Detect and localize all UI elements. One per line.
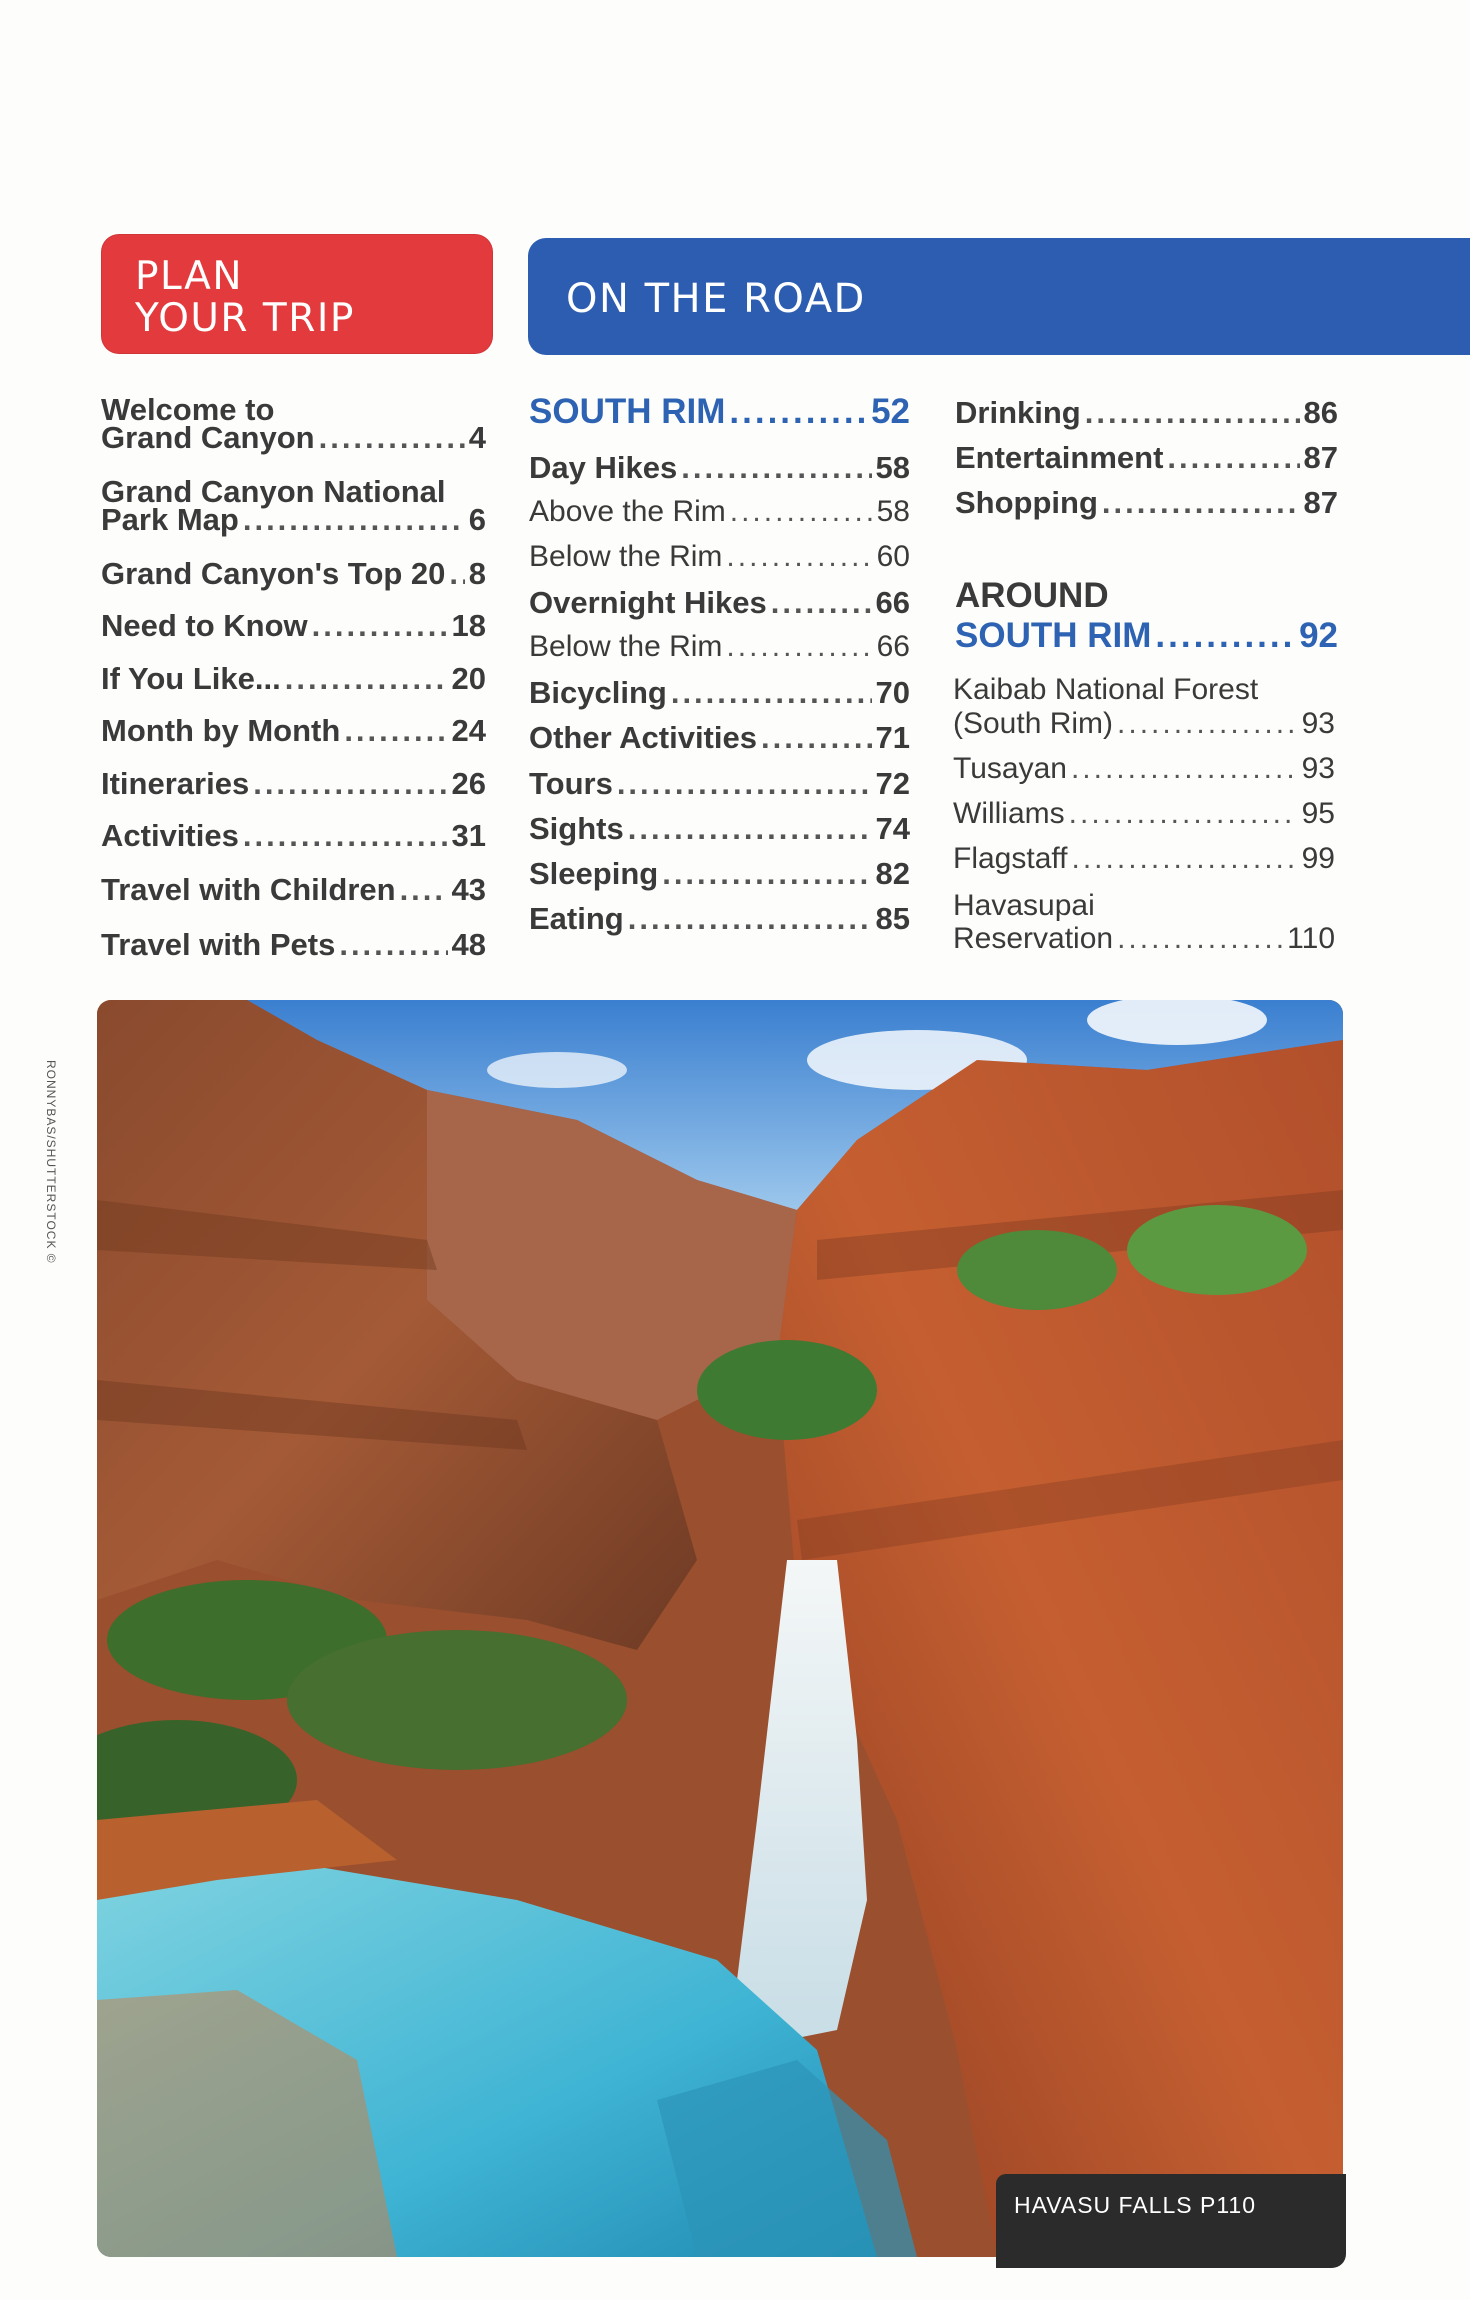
toc-welcome-line1: Welcome to bbox=[101, 392, 275, 427]
toc-page-number: 110 bbox=[1287, 922, 1335, 955]
toc-entry-label: Sleeping bbox=[529, 856, 659, 891]
leader-dots bbox=[285, 661, 448, 697]
leader-dots bbox=[1071, 752, 1298, 786]
toc-page-number: 99 bbox=[1301, 842, 1335, 875]
toc-map-line1: Grand Canyon National bbox=[101, 474, 446, 509]
toc-entry-label: Travel with Children bbox=[101, 872, 396, 907]
toc-entry-label: Shopping bbox=[955, 485, 1098, 520]
toc-entry-map[interactable] bbox=[101, 502, 486, 538]
toc-page-number: 6 bbox=[468, 502, 486, 537]
toc-entry-above-rim[interactable] bbox=[529, 495, 910, 529]
toc-entry-sights[interactable] bbox=[529, 811, 910, 847]
toc-entry-label: Sights bbox=[529, 811, 624, 846]
toc-entry-label: Month by Month bbox=[101, 713, 341, 748]
toc-entry-label: If You Like... bbox=[101, 661, 281, 696]
toc-entry-label: Need to Know bbox=[101, 608, 308, 643]
toc-page-number: 58 bbox=[875, 450, 910, 485]
toc-entry-welcome[interactable] bbox=[101, 420, 486, 456]
toc-entry-label: Tours bbox=[529, 766, 613, 801]
leader-dots bbox=[243, 502, 465, 538]
toc-entry-label: Grand Canyon's Top 20 bbox=[101, 556, 446, 591]
leader-dots bbox=[628, 811, 872, 847]
toc-entry-eating[interactable] bbox=[529, 901, 910, 937]
toc-entry-shopping[interactable] bbox=[955, 485, 1338, 521]
toc-entry-label: Park Map bbox=[101, 502, 239, 537]
leader-dots bbox=[726, 540, 872, 574]
toc-entry-bicycling[interactable] bbox=[529, 675, 910, 711]
toc-section-label: SOUTH RIM bbox=[955, 616, 1152, 655]
toc-page-number: 71 bbox=[875, 720, 910, 755]
toc-entry-tusayan[interactable] bbox=[953, 752, 1335, 786]
photo-caption-text: HAVASU FALLS P110 bbox=[1014, 2192, 1257, 2218]
toc-entry-travel-children[interactable] bbox=[101, 872, 486, 908]
leader-dots bbox=[1117, 707, 1298, 741]
toc-entry-below-rim-1[interactable] bbox=[529, 540, 910, 574]
leader-dots bbox=[662, 856, 871, 892]
leader-dots bbox=[761, 720, 872, 756]
toc-entry-label: Tusayan bbox=[953, 752, 1067, 785]
toc-entry-below-rim-2[interactable] bbox=[529, 630, 910, 664]
leader-dots bbox=[729, 392, 867, 432]
toc-entry-travel-pets[interactable] bbox=[101, 927, 486, 963]
plan-your-trip-tab bbox=[101, 234, 493, 354]
toc-entry-label: Bicycling bbox=[529, 675, 667, 710]
toc-entry-day-hikes[interactable] bbox=[529, 450, 910, 486]
toc-entry-entertainment[interactable] bbox=[955, 440, 1338, 476]
toc-page-number: 52 bbox=[871, 392, 910, 431]
toc-entry-flagstaff[interactable] bbox=[953, 842, 1335, 876]
toc-section-around-line1: AROUND bbox=[955, 576, 1109, 615]
leader-dots bbox=[400, 872, 448, 908]
toc-entry-label: (South Rim) bbox=[953, 707, 1114, 740]
toc-page-number: 4 bbox=[468, 420, 486, 455]
photo-illustration bbox=[97, 1000, 1343, 2257]
toc-page-number: 87 bbox=[1303, 485, 1338, 520]
plan-tab-line-1: PLAN bbox=[135, 254, 243, 299]
toc-entry-overnight-hikes[interactable] bbox=[529, 585, 910, 621]
on-the-road-label: ON THE ROAD bbox=[566, 276, 866, 322]
photo-credit: RONNYBAS/SHUTTERSTOCK © bbox=[44, 1060, 58, 1264]
toc-page-number: 26 bbox=[451, 766, 486, 801]
leader-dots bbox=[1085, 395, 1300, 431]
leader-dots bbox=[617, 766, 872, 802]
toc-entry-label: Williams bbox=[953, 797, 1065, 830]
toc-entry-label: Eating bbox=[529, 901, 624, 936]
toc-entry-label: Flagstaff bbox=[953, 842, 1068, 875]
toc-entry-month-by-month[interactable] bbox=[101, 713, 486, 749]
toc-page-number: 60 bbox=[876, 540, 910, 573]
toc-page-number: 93 bbox=[1301, 752, 1335, 785]
toc-entry-label: Travel with Pets bbox=[101, 927, 336, 962]
toc-entry-havasupai[interactable] bbox=[953, 922, 1335, 956]
toc-entry-other-activities[interactable] bbox=[529, 720, 910, 756]
toc-page-number: 86 bbox=[1303, 395, 1338, 430]
toc-entry-label: Drinking bbox=[955, 395, 1081, 430]
toc-kaibab-line1: Kaibab National Forest bbox=[953, 673, 1259, 706]
on-the-road-tab bbox=[528, 238, 1470, 355]
leader-dots bbox=[681, 450, 871, 486]
toc-entry-if-you-like[interactable] bbox=[101, 661, 486, 697]
leader-dots bbox=[1072, 842, 1298, 876]
leader-dots bbox=[771, 585, 872, 621]
toc-page-number: 24 bbox=[451, 713, 486, 748]
toc-entry-need-to-know[interactable] bbox=[101, 608, 486, 644]
toc-section-label: SOUTH RIM bbox=[529, 392, 726, 431]
toc-page-number: 43 bbox=[451, 872, 486, 907]
toc-entry-kaibab[interactable] bbox=[953, 707, 1335, 741]
leader-dots bbox=[319, 420, 465, 456]
toc-entry-label: Activities bbox=[101, 818, 239, 853]
leader-dots bbox=[339, 927, 447, 963]
leader-dots bbox=[312, 608, 448, 644]
toc-entry-label: Reservation bbox=[953, 922, 1114, 955]
toc-page-number: 18 bbox=[451, 608, 486, 643]
toc-entry-label: Overnight Hikes bbox=[529, 585, 767, 620]
toc-entry-label: Grand Canyon bbox=[101, 420, 315, 455]
toc-page-number: 20 bbox=[451, 661, 486, 696]
toc-entry-sleeping[interactable] bbox=[529, 856, 910, 892]
leader-dots bbox=[726, 630, 872, 664]
toc-entry-tours[interactable] bbox=[529, 766, 910, 802]
toc-entry-label: Above the Rim bbox=[529, 495, 726, 528]
toc-page-number: 66 bbox=[875, 585, 910, 620]
leader-dots bbox=[449, 556, 464, 592]
toc-page-number: 58 bbox=[876, 495, 910, 528]
leader-dots bbox=[344, 713, 447, 749]
toc-entry-label: Below the Rim bbox=[529, 540, 723, 573]
toc-entry-activities[interactable] bbox=[101, 818, 486, 854]
toc-page-number: 66 bbox=[876, 630, 910, 663]
toc-page-number: 74 bbox=[875, 811, 910, 846]
toc-entry-drinking[interactable] bbox=[955, 395, 1338, 431]
toc-page-number: 72 bbox=[875, 766, 910, 801]
leader-dots bbox=[671, 675, 872, 711]
havasu-falls-photo bbox=[97, 1000, 1343, 2257]
toc-havasupai-line1: Havasupai bbox=[953, 889, 1095, 922]
toc-page-number: 8 bbox=[468, 556, 486, 591]
toc-section-around-south-rim[interactable] bbox=[955, 616, 1338, 656]
toc-page-number: 48 bbox=[451, 927, 486, 962]
leader-dots bbox=[1155, 616, 1295, 656]
toc-page-number: 95 bbox=[1301, 797, 1335, 830]
toc-entry-williams[interactable] bbox=[953, 797, 1335, 831]
leader-dots bbox=[730, 495, 873, 529]
toc-entry-label: Below the Rim bbox=[529, 630, 723, 663]
toc-entry-top20[interactable] bbox=[101, 556, 486, 592]
toc-entry-label: Other Activities bbox=[529, 720, 757, 755]
toc-entry-label: Entertainment bbox=[955, 440, 1164, 475]
plan-tab-line-2: YOUR TRIP bbox=[135, 296, 355, 341]
toc-page-number: 93 bbox=[1301, 707, 1335, 740]
leader-dots bbox=[1167, 440, 1299, 476]
leader-dots bbox=[1117, 922, 1283, 956]
toc-section-south-rim[interactable] bbox=[529, 392, 910, 432]
toc-page-number: 87 bbox=[1303, 440, 1338, 475]
toc-page-number: 92 bbox=[1299, 616, 1338, 655]
toc-page-number: 31 bbox=[451, 818, 486, 853]
toc-page-number: 70 bbox=[875, 675, 910, 710]
toc-page-number: 85 bbox=[875, 901, 910, 936]
toc-page-number: 82 bbox=[875, 856, 910, 891]
photo-caption bbox=[996, 2174, 1346, 2268]
toc-entry-label: Day Hikes bbox=[529, 450, 678, 485]
leader-dots bbox=[243, 818, 448, 854]
toc-entry-label: Itineraries bbox=[101, 766, 250, 801]
leader-dots bbox=[1102, 485, 1300, 521]
leader-dots bbox=[628, 901, 872, 937]
leader-dots bbox=[253, 766, 447, 802]
toc-entry-itineraries[interactable] bbox=[101, 766, 486, 802]
leader-dots bbox=[1069, 797, 1298, 831]
